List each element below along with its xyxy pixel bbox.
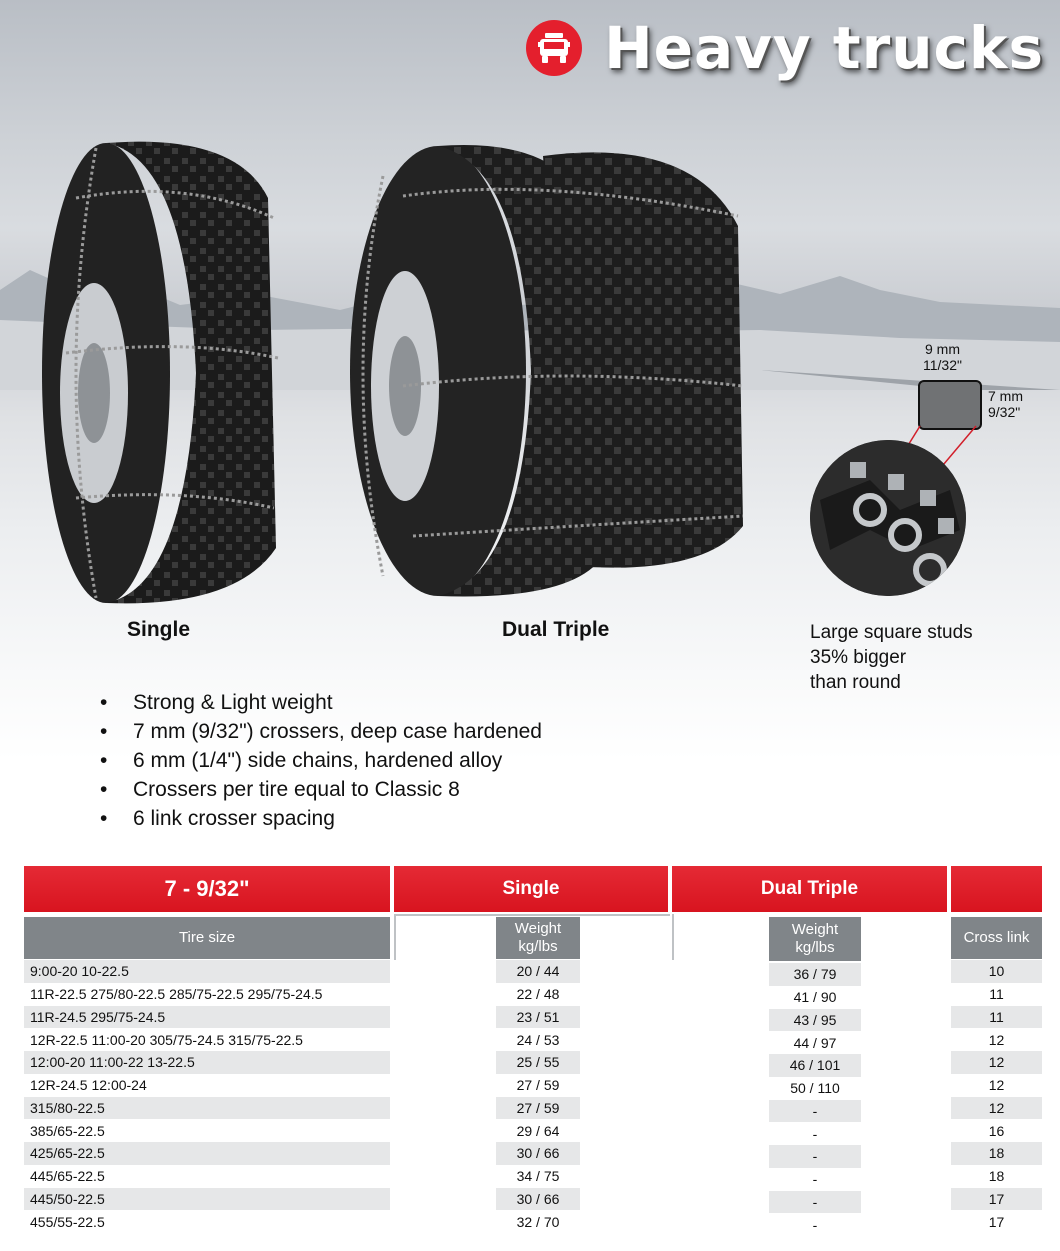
table-cell-cross: 12 [951,1028,1042,1051]
table-cell-dual: - [769,1122,861,1145]
table-cell-single: 30 / 66 [496,1188,580,1211]
table-cell-dual: - [769,1100,861,1123]
table-cell-dual: 46 / 101 [769,1054,861,1077]
table-cell-cross: 11 [951,1006,1042,1029]
table-cell-single: 34 / 75 [496,1165,580,1188]
table-cell-size: 11R-24.5 295/75-24.5 [24,1006,390,1029]
page-header [526,14,1044,82]
table-cell-dual: 36 / 79 [769,963,861,986]
dual-weight-subheader: Weight kg/lbs [769,917,861,961]
table-cell-size: 12R-22.5 11:00-20 305/75-24.5 315/75-22.5 [24,1028,390,1051]
feature-item: • 6 mm (1/4") side chains, hardened alloy [100,746,542,775]
single-tire-image [36,138,286,608]
truck-icon [526,20,582,76]
table-cell-cross: 12 [951,1074,1042,1097]
feature-list [100,688,542,833]
stud-top-dimension: 9 mm 11/32" [923,341,962,373]
table-cell-cross: 12 [951,1097,1042,1120]
table-cell-cross: 17 [951,1188,1042,1211]
table-cell-dual: 50 / 110 [769,1077,861,1100]
table-cell-single: 22 / 48 [496,983,580,1006]
extra-header [951,866,1042,912]
page-title: Heavy trucks [604,14,1044,82]
table-cell-cross: 10 [951,960,1042,983]
table-cell-size: 12R-24.5 12:00-24 [24,1074,390,1097]
table-cell-single: 32 / 70 [496,1210,580,1233]
dual-triple-label: Dual Triple [502,618,610,641]
single-weight-subheader: Weight kg/lbs [496,917,580,959]
feature-item: • Crossers per tire equal to Classic 8 [100,775,542,804]
studs-caption: Large square studs 35% bigger than round [810,622,973,693]
divider [672,914,674,960]
table-cell-single: 24 / 53 [496,1028,580,1051]
table-cell-cross: 11 [951,983,1042,1006]
feature-item: • 7 mm (9/32") crossers, deep case hardened [100,717,542,746]
stud-closeup-image [810,440,966,596]
dual-triple-tire-image [343,136,748,606]
table-cell-single: 27 / 59 [496,1074,580,1097]
table-cell-dual: 41 / 90 [769,986,861,1009]
table-cell-dual: - [769,1213,861,1236]
table-cell-single: 23 / 51 [496,1006,580,1029]
table-cell-dual: - [769,1168,861,1191]
table-cell-size: 385/65-22.5 [24,1119,390,1142]
table-cell-single: 25 / 55 [496,1051,580,1074]
size-header: 7 - 9/32" [24,866,390,912]
table-cell-cross: 12 [951,1051,1042,1074]
table-cell-single: 27 / 59 [496,1097,580,1120]
table-cell-cross: 16 [951,1119,1042,1142]
single-header: Single [394,866,668,912]
feature-item: • 6 link crosser spacing [100,804,542,833]
cross-link-subheader: Cross link [951,917,1042,959]
table-cell-dual: - [769,1191,861,1214]
tire-size-subheader: Tire size [24,917,390,959]
table-cell-size: 445/65-22.5 [24,1165,390,1188]
table-cell-size: 425/65-22.5 [24,1142,390,1165]
divider [394,914,670,916]
single-label: Single [127,618,191,641]
table-cell-size: 455/55-22.5 [24,1210,390,1233]
table-cell-single: 30 / 66 [496,1142,580,1165]
table-cell-size: 315/80-22.5 [24,1097,390,1120]
table-cell-cross: 18 [951,1165,1042,1188]
feature-item: • Strong & Light weight [100,688,542,717]
table-cell-dual: 44 / 97 [769,1031,861,1054]
divider [394,914,396,960]
table-cell-size: 11R-22.5 275/80-22.5 285/75-22.5 295/75-24.5 [24,983,390,1006]
dual-triple-header: Dual Triple [672,866,947,912]
table-cell-cross: 17 [951,1210,1042,1233]
table-cell-size: 12:00-20 11:00-22 13-22.5 [24,1051,390,1074]
table-cell-single: 20 / 44 [496,960,580,983]
table-cell-dual: 43 / 95 [769,1009,861,1032]
table-cell-single: 29 / 64 [496,1119,580,1142]
table-cell-size: 445/50-22.5 [24,1188,390,1211]
table-cell-size: 9:00-20 10-22.5 [24,960,390,983]
table-cell-cross: 18 [951,1142,1042,1165]
table-cell-dual: - [769,1145,861,1168]
stud-side-dimension: 7 mm 9/32" [988,388,1023,420]
